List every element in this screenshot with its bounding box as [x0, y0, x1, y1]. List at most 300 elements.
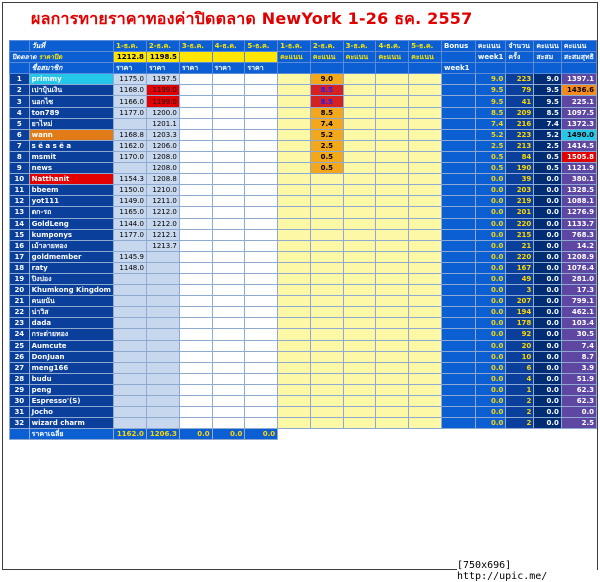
table-row — [10, 129, 597, 140]
member-name: Natthanit — [29, 174, 113, 185]
bonus-week1 — [442, 340, 476, 351]
row-index: 25 — [10, 340, 30, 351]
score-day-5 — [409, 285, 442, 296]
guess-day-2 — [146, 384, 179, 395]
member-name: meng166 — [29, 362, 113, 373]
score-day-2: 2.5 — [310, 140, 343, 151]
bonus-week1 — [442, 140, 476, 151]
score-col-1: คะแนน — [278, 52, 311, 63]
cumulative-score: 0.0 — [534, 340, 562, 351]
score-day-1 — [278, 229, 311, 240]
member-name: msmit — [29, 151, 113, 162]
guess-day-2 — [146, 396, 179, 407]
week1-score: 0.0 — [475, 373, 506, 384]
score-day-3 — [343, 329, 376, 340]
row-index: 5 — [10, 118, 30, 129]
score-day-4 — [376, 318, 409, 329]
guess-day-1 — [113, 418, 146, 429]
play-count: 178 — [506, 318, 534, 329]
score-day-header-5: 5-ธ.ค. — [409, 41, 442, 52]
bonus-week1 — [442, 74, 476, 85]
table-row — [10, 340, 597, 351]
net-total-score: 1076.4 — [561, 262, 596, 273]
net-total-score: 1276.9 — [561, 207, 596, 218]
average-label: ราคาเฉลี่ย — [29, 429, 113, 440]
net-total-score: 103.4 — [561, 318, 596, 329]
guess-day-2: 1200.0 — [146, 107, 179, 118]
guess-day-5 — [245, 262, 278, 273]
day-header-4: 4-ธ.ค. — [212, 41, 245, 52]
table-row — [10, 163, 597, 174]
guess-day-5 — [245, 196, 278, 207]
table-row — [10, 251, 597, 262]
guess-day-2 — [146, 340, 179, 351]
guess-day-2 — [146, 351, 179, 362]
play-count: 213 — [506, 140, 534, 151]
score-day-5 — [409, 163, 442, 174]
play-count: 1 — [506, 384, 534, 395]
table-row — [10, 418, 597, 429]
play-count: 167 — [506, 262, 534, 273]
guess-day-1: 1162.0 — [113, 140, 146, 151]
member-name: ton789 — [29, 107, 113, 118]
score-day-3 — [343, 407, 376, 418]
guess-day-1: 1168.8 — [113, 129, 146, 140]
close-price-label: ราคาปิด — [38, 53, 63, 62]
week1-score: 0.0 — [475, 407, 506, 418]
score-day-5 — [409, 340, 442, 351]
row-index: 15 — [10, 229, 30, 240]
guess-day-2 — [146, 296, 179, 307]
week1-score: 0.0 — [475, 207, 506, 218]
play-count: 4 — [506, 373, 534, 384]
guess-day-5 — [245, 418, 278, 429]
score-day-5 — [409, 151, 442, 162]
cum-sub: สะสม — [534, 52, 562, 63]
score-day-2 — [310, 196, 343, 207]
guess-day-2 — [146, 418, 179, 429]
score-day-3 — [343, 396, 376, 407]
guess-day-5 — [245, 85, 278, 96]
score-day-2: 5.2 — [310, 129, 343, 140]
score-day-2 — [310, 296, 343, 307]
score-day-header-1: 1-ธ.ค. — [278, 41, 311, 52]
score-day-2 — [310, 384, 343, 395]
cumulative-score: 0.0 — [534, 240, 562, 251]
cumulative-score: 0.0 — [534, 418, 562, 429]
score-day-1 — [278, 174, 311, 185]
sheet-title: ผลการทายราคาทองค่าปิดตลาด NewYork 1-26 ธค. 2557 — [31, 8, 473, 28]
guess-day-5 — [245, 373, 278, 384]
guess-day-3 — [179, 129, 212, 140]
close-price-4 — [212, 52, 245, 63]
score-day-3 — [343, 129, 376, 140]
guess-day-5 — [245, 362, 278, 373]
week1-score: 0.0 — [475, 285, 506, 296]
score-day-1 — [278, 396, 311, 407]
cumulative-score: 0.0 — [534, 373, 562, 384]
play-count: 21 — [506, 240, 534, 251]
guess-day-1 — [113, 340, 146, 351]
score-day-3 — [343, 85, 376, 96]
play-count: 2 — [506, 418, 534, 429]
guess-day-3 — [179, 163, 212, 174]
guess-day-2 — [146, 318, 179, 329]
score-day-1 — [278, 85, 311, 96]
guess-day-3 — [179, 418, 212, 429]
cumulative-score: 8.5 — [534, 107, 562, 118]
guess-day-3 — [179, 329, 212, 340]
guess-day-1 — [113, 296, 146, 307]
score-day-1 — [278, 296, 311, 307]
score-col-2: คะแนน — [310, 52, 343, 63]
member-name: น่าวิส — [29, 307, 113, 318]
cumulative-score: 0.0 — [534, 351, 562, 362]
week1-score: 0.0 — [475, 318, 506, 329]
guess-day-4 — [212, 307, 245, 318]
row-index: 29 — [10, 384, 30, 395]
score-day-1 — [278, 140, 311, 151]
bonus-week1 — [442, 373, 476, 384]
score-day-2 — [310, 329, 343, 340]
guess-day-4 — [212, 373, 245, 384]
play-count: 190 — [506, 163, 534, 174]
guess-day-2 — [146, 262, 179, 273]
guess-day-4 — [212, 318, 245, 329]
guess-day-3 — [179, 229, 212, 240]
cumulative-score: 5.2 — [534, 129, 562, 140]
guess-day-3 — [179, 85, 212, 96]
net-total-score: 1397.1 — [561, 74, 596, 85]
guess-day-3 — [179, 196, 212, 207]
guess-day-1: 1177.0 — [113, 107, 146, 118]
guess-day-4 — [212, 229, 245, 240]
table-row — [10, 207, 597, 218]
score-day-2: 8.5 — [310, 107, 343, 118]
week1-score: 0.0 — [475, 240, 506, 251]
score-day-1 — [278, 418, 311, 429]
close-price-2: 1198.5 — [146, 52, 179, 63]
week-score-header: คะแนน — [475, 41, 506, 52]
score-day-3 — [343, 362, 376, 373]
score-day-3 — [343, 251, 376, 262]
net-total-score: 2.5 — [561, 418, 596, 429]
net-total-score: 14.2 — [561, 240, 596, 251]
member-name: peng — [29, 384, 113, 395]
guess-day-5 — [245, 340, 278, 351]
net-total-score: 799.1 — [561, 296, 596, 307]
score-day-5 — [409, 174, 442, 185]
guess-day-3 — [179, 218, 212, 229]
cumulative-score: 0.0 — [534, 396, 562, 407]
guess-day-2 — [146, 362, 179, 373]
header-row-dates — [10, 41, 597, 52]
play-count: 219 — [506, 196, 534, 207]
guess-day-3 — [179, 174, 212, 185]
score-day-2 — [310, 396, 343, 407]
guess-day-2 — [146, 273, 179, 284]
bonus-week1 — [442, 174, 476, 185]
score-day-header-2: 2-ธ.ค. — [310, 41, 343, 52]
score-day-5 — [409, 318, 442, 329]
guess-day-5 — [245, 174, 278, 185]
price-col-5: ราคา — [245, 63, 278, 74]
score-day-3 — [343, 296, 376, 307]
guess-day-3 — [179, 396, 212, 407]
net-total-score: 1372.3 — [561, 118, 596, 129]
cumulative-score: 0.0 — [534, 185, 562, 196]
row-index: 7 — [10, 140, 30, 151]
bonus-week1 — [442, 273, 476, 284]
guess-day-4 — [212, 396, 245, 407]
score-day-2: 0.5 — [310, 151, 343, 162]
member-name: DonJuan — [29, 351, 113, 362]
guess-day-1 — [113, 362, 146, 373]
cumulative-score: 0.0 — [534, 296, 562, 307]
guess-day-5 — [245, 96, 278, 107]
cumulative-score: 0.0 — [534, 362, 562, 373]
score-day-5 — [409, 118, 442, 129]
cumulative-score: 0.0 — [534, 251, 562, 262]
score-day-4 — [376, 396, 409, 407]
row-index: 4 — [10, 107, 30, 118]
cumulative-score: 0.0 — [534, 307, 562, 318]
play-count: 10 — [506, 351, 534, 362]
score-day-5 — [409, 140, 442, 151]
score-day-3 — [343, 273, 376, 284]
guess-day-2 — [146, 329, 179, 340]
score-day-3 — [343, 196, 376, 207]
score-day-5 — [409, 307, 442, 318]
guess-day-5 — [245, 207, 278, 218]
day-header-5: 5-ธ.ค. — [245, 41, 278, 52]
week1-score: 8.5 — [475, 107, 506, 118]
table-row — [10, 318, 597, 329]
guess-day-5 — [245, 74, 278, 85]
row-index: 26 — [10, 351, 30, 362]
bonus-week1 — [442, 229, 476, 240]
bonus-week1 — [442, 196, 476, 207]
week1-score: 0.0 — [475, 174, 506, 185]
score-day-3 — [343, 240, 376, 251]
guess-day-5 — [245, 107, 278, 118]
guess-day-3 — [179, 262, 212, 273]
cumulative-score: 0.0 — [534, 318, 562, 329]
guess-day-2: 1208.0 — [146, 163, 179, 174]
cumulative-score: 2.5 — [534, 140, 562, 151]
score-day-3 — [343, 207, 376, 218]
score-day-3 — [343, 384, 376, 395]
header-row-close — [10, 52, 597, 63]
guess-day-3 — [179, 296, 212, 307]
score-day-1 — [278, 329, 311, 340]
member-name: Aumcute — [29, 340, 113, 351]
member-name: yot111 — [29, 196, 113, 207]
day-header-1: 1-ธ.ค. — [113, 41, 146, 52]
score-day-3 — [343, 373, 376, 384]
guess-day-1: 1170.0 — [113, 151, 146, 162]
score-day-4 — [376, 384, 409, 395]
guess-day-4 — [212, 351, 245, 362]
guess-day-3 — [179, 384, 212, 395]
score-col-4: คะแนน — [376, 52, 409, 63]
table-row — [10, 240, 597, 251]
guess-day-3 — [179, 74, 212, 85]
net-total-score: 462.1 — [561, 307, 596, 318]
score-day-5 — [409, 218, 442, 229]
guess-day-5 — [245, 273, 278, 284]
bonus-week1 — [442, 118, 476, 129]
row-index: 1 — [10, 74, 30, 85]
guess-day-1: 1165.0 — [113, 207, 146, 218]
guess-day-2: 1197.5 — [146, 74, 179, 85]
score-day-1 — [278, 218, 311, 229]
net-total-score: 1436.6 — [561, 85, 596, 96]
guess-day-2: 1201.1 — [146, 118, 179, 129]
play-count: 84 — [506, 151, 534, 162]
score-day-4 — [376, 85, 409, 96]
watermark: [750x696] http://upic.me/ — [457, 560, 597, 582]
score-day-1 — [278, 318, 311, 329]
score-day-4 — [376, 351, 409, 362]
play-count: 2 — [506, 396, 534, 407]
guess-day-1: 1150.0 — [113, 185, 146, 196]
bonus-week1 — [442, 163, 476, 174]
play-count: 20 — [506, 340, 534, 351]
score-day-5 — [409, 362, 442, 373]
play-count: 203 — [506, 185, 534, 196]
row-index: 2 — [10, 85, 30, 96]
score-day-1 — [278, 251, 311, 262]
score-day-5 — [409, 273, 442, 284]
guess-day-4 — [212, 151, 245, 162]
score-day-5 — [409, 296, 442, 307]
score-day-4 — [376, 285, 409, 296]
guess-day-5 — [245, 384, 278, 395]
net-total-score: 225.1 — [561, 96, 596, 107]
week1-score: 0.0 — [475, 218, 506, 229]
cumulative-score: 0.5 — [534, 151, 562, 162]
bonus-week1 — [442, 329, 476, 340]
table-row — [10, 107, 597, 118]
table-row — [10, 351, 597, 362]
guess-day-1: 1168.0 — [113, 85, 146, 96]
bonus-week1 — [442, 151, 476, 162]
guess-day-1 — [113, 240, 146, 251]
cumulative-score: 9.0 — [534, 74, 562, 85]
play-count: 39 — [506, 174, 534, 185]
play-count: 215 — [506, 229, 534, 240]
guess-day-3 — [179, 351, 212, 362]
guess-day-1: 1148.0 — [113, 262, 146, 273]
play-count: 79 — [506, 85, 534, 96]
score-day-2: 0.5 — [310, 163, 343, 174]
net-total-score: 3.9 — [561, 362, 596, 373]
price-col-4: ราคา — [212, 63, 245, 74]
table-row — [10, 296, 597, 307]
guess-day-3 — [179, 151, 212, 162]
week1-score: 0.0 — [475, 329, 506, 340]
score-day-4 — [376, 140, 409, 151]
guess-day-2 — [146, 407, 179, 418]
price-col-2: ราคา — [146, 63, 179, 74]
guess-day-5 — [245, 229, 278, 240]
cumulative-score: 0.0 — [534, 285, 562, 296]
guess-day-1 — [113, 307, 146, 318]
score-day-2 — [310, 418, 343, 429]
guess-day-5 — [245, 285, 278, 296]
score-col-5: คะแนน — [409, 52, 442, 63]
bonus-week1 — [442, 85, 476, 96]
guess-day-2: 1213.7 — [146, 240, 179, 251]
bonus-week1 — [442, 262, 476, 273]
week1-score: 0.0 — [475, 307, 506, 318]
member-name: wann — [29, 129, 113, 140]
score-day-1 — [278, 240, 311, 251]
day-label: วันที่ — [29, 41, 113, 52]
bonus-week1 — [442, 362, 476, 373]
row-index: 19 — [10, 273, 30, 284]
guess-day-1 — [113, 318, 146, 329]
score-day-4 — [376, 240, 409, 251]
guess-day-1: 1166.0 — [113, 96, 146, 107]
row-index: 9 — [10, 163, 30, 174]
member-name: budu — [29, 373, 113, 384]
score-day-1 — [278, 384, 311, 395]
guess-day-5 — [245, 118, 278, 129]
score-day-2: 7.4 — [310, 118, 343, 129]
bonus-week1 — [442, 185, 476, 196]
net-total-score: 51.9 — [561, 373, 596, 384]
score-day-2 — [310, 240, 343, 251]
member-name: s ë a s ë a — [29, 140, 113, 151]
score-day-4 — [376, 151, 409, 162]
score-day-2 — [310, 229, 343, 240]
bonus-week1 — [442, 351, 476, 362]
guess-day-4 — [212, 74, 245, 85]
score-day-1 — [278, 129, 311, 140]
score-day-5 — [409, 351, 442, 362]
row-index: 20 — [10, 285, 30, 296]
guess-day-4 — [212, 329, 245, 340]
bonus-week1 — [442, 285, 476, 296]
table-row — [10, 229, 597, 240]
net-total-score: 8.7 — [561, 351, 596, 362]
table-row — [10, 329, 597, 340]
play-count: 223 — [506, 74, 534, 85]
guess-day-1 — [113, 118, 146, 129]
close-label: ปิดตลาด — [12, 53, 37, 62]
score-day-4 — [376, 251, 409, 262]
bonus-sub: week1 — [442, 63, 476, 74]
guess-day-5 — [245, 407, 278, 418]
guess-day-3 — [179, 318, 212, 329]
guess-day-5 — [245, 329, 278, 340]
guess-day-5 — [245, 251, 278, 262]
member-name: Jocho — [29, 407, 113, 418]
guess-day-3 — [179, 340, 212, 351]
score-day-5 — [409, 107, 442, 118]
play-count: 201 — [506, 207, 534, 218]
score-day-5 — [409, 262, 442, 273]
score-day-2 — [310, 307, 343, 318]
member-name: คนยนัน — [29, 296, 113, 307]
total-sub: สะสมสุทธิ — [561, 52, 596, 63]
score-day-4 — [376, 163, 409, 174]
score-day-3 — [343, 285, 376, 296]
member-name: เปาปุ้นเงิน — [29, 85, 113, 96]
day-header-2: 2-ธ.ค. — [146, 41, 179, 52]
